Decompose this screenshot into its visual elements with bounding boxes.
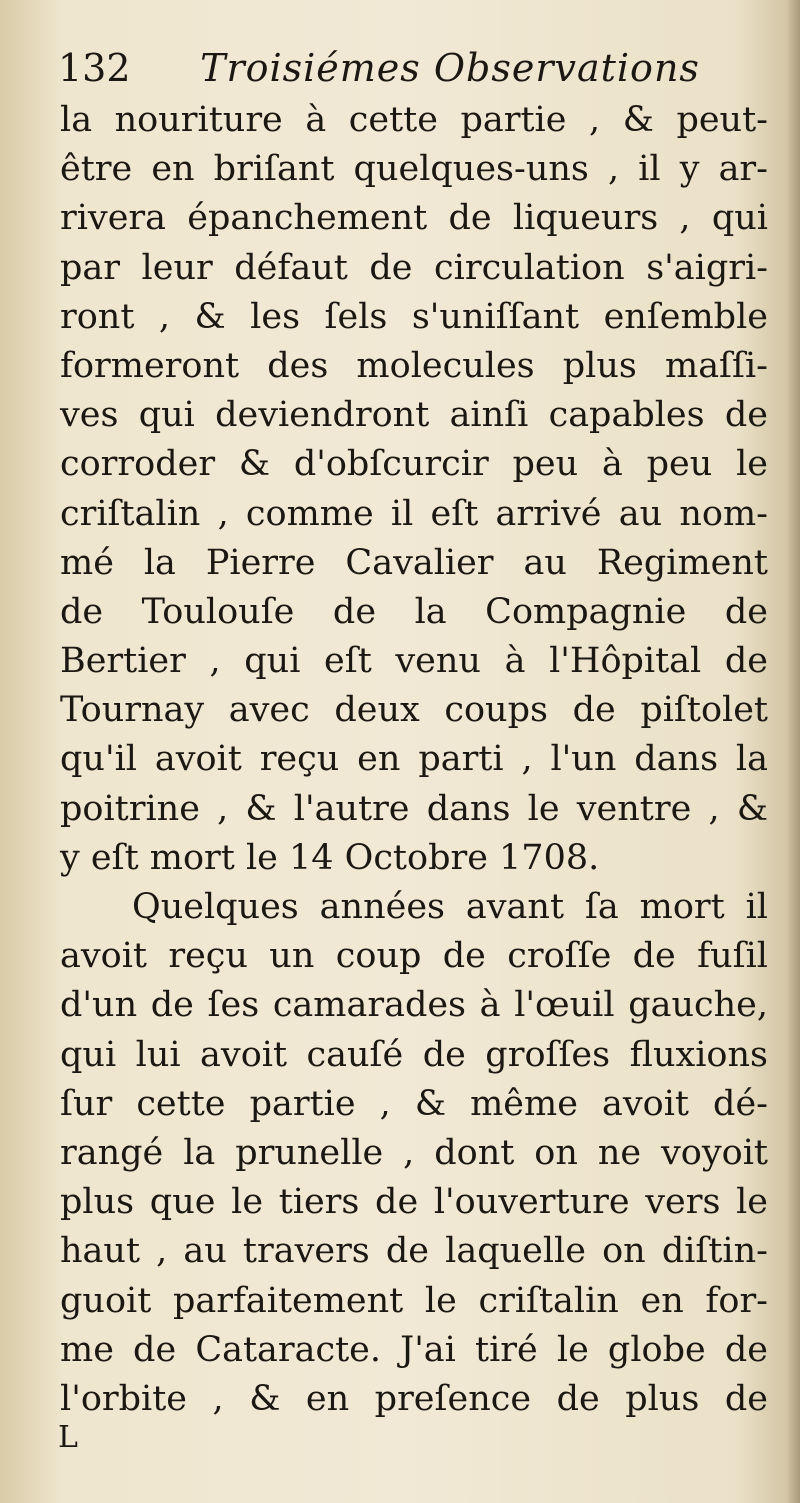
text-line: d'un de ſes camarades à l'œuil gauche,	[60, 985, 768, 1026]
text-line: être en briſant quelques-uns , il y ar-	[60, 149, 768, 190]
text-line: me de Cataracte. J'ai tiré le globe de	[60, 1329, 768, 1370]
text-line: formeront des molecules plus maſſi-	[60, 345, 768, 386]
text-line: ves qui deviendront ainſi capables de	[60, 395, 768, 436]
text-line: ront , & les ſels s'uniſſant enſemble	[60, 296, 768, 337]
paragraph-start-line: Quelques années avant ſa mort il	[132, 887, 768, 927]
text-line: de Toulouſe de la Compagnie de	[60, 591, 768, 632]
text-line: par leur défaut de circulation s'aigri-	[60, 247, 768, 288]
text-line: poitrine , & l'autre dans le ventre , &	[60, 788, 768, 829]
running-title: Troisiémes Observations	[200, 46, 700, 90]
text-line: y eſt mort le 14 Octobre 1708.	[60, 837, 600, 878]
page-number: 132	[58, 46, 131, 90]
text-line: la nouriture à cette partie , & peut-	[60, 100, 768, 140]
text-line: rangé la prunelle , dont on ne voyoit	[60, 1132, 768, 1173]
text-line: criſtalin , comme il eſt arrivé au nom-	[60, 493, 768, 534]
text-line: corroder & d'obſcurcir peu à peu le	[60, 444, 768, 485]
text-line: l'orbite , & en preſence de plus de	[60, 1378, 768, 1419]
page-edge-shadow	[786, 0, 800, 1503]
text-line: avoit reçu un coup de croſſe de fuſil	[60, 936, 768, 977]
text-line: guoit parfaitement le criſtalin en for-	[60, 1280, 768, 1321]
text-line: rivera épanchement de liqueurs , qui	[60, 198, 768, 239]
text-line: qu'il avoit reçu en parti , l'un dans la	[60, 739, 768, 780]
text-line: Bertier , qui eſt venu à l'Hôpital de	[60, 641, 768, 682]
catchword: L	[58, 1420, 78, 1455]
body-text	[60, 96, 768, 1424]
running-head	[58, 42, 758, 94]
text-line: haut , au travers de laquelle on diſtin-	[60, 1231, 768, 1272]
text-line: plus que le tiers de l'ouverture vers le	[60, 1182, 768, 1223]
text-line: mé la Pierre Cavalier au Regiment	[60, 542, 768, 583]
text-line: qui lui avoit cauſé de groſſes fluxions	[60, 1034, 768, 1075]
text-line: ſur cette partie , & même avoit dé-	[60, 1083, 768, 1124]
text-line: Tournay avec deux coups de piſtolet	[60, 690, 768, 731]
